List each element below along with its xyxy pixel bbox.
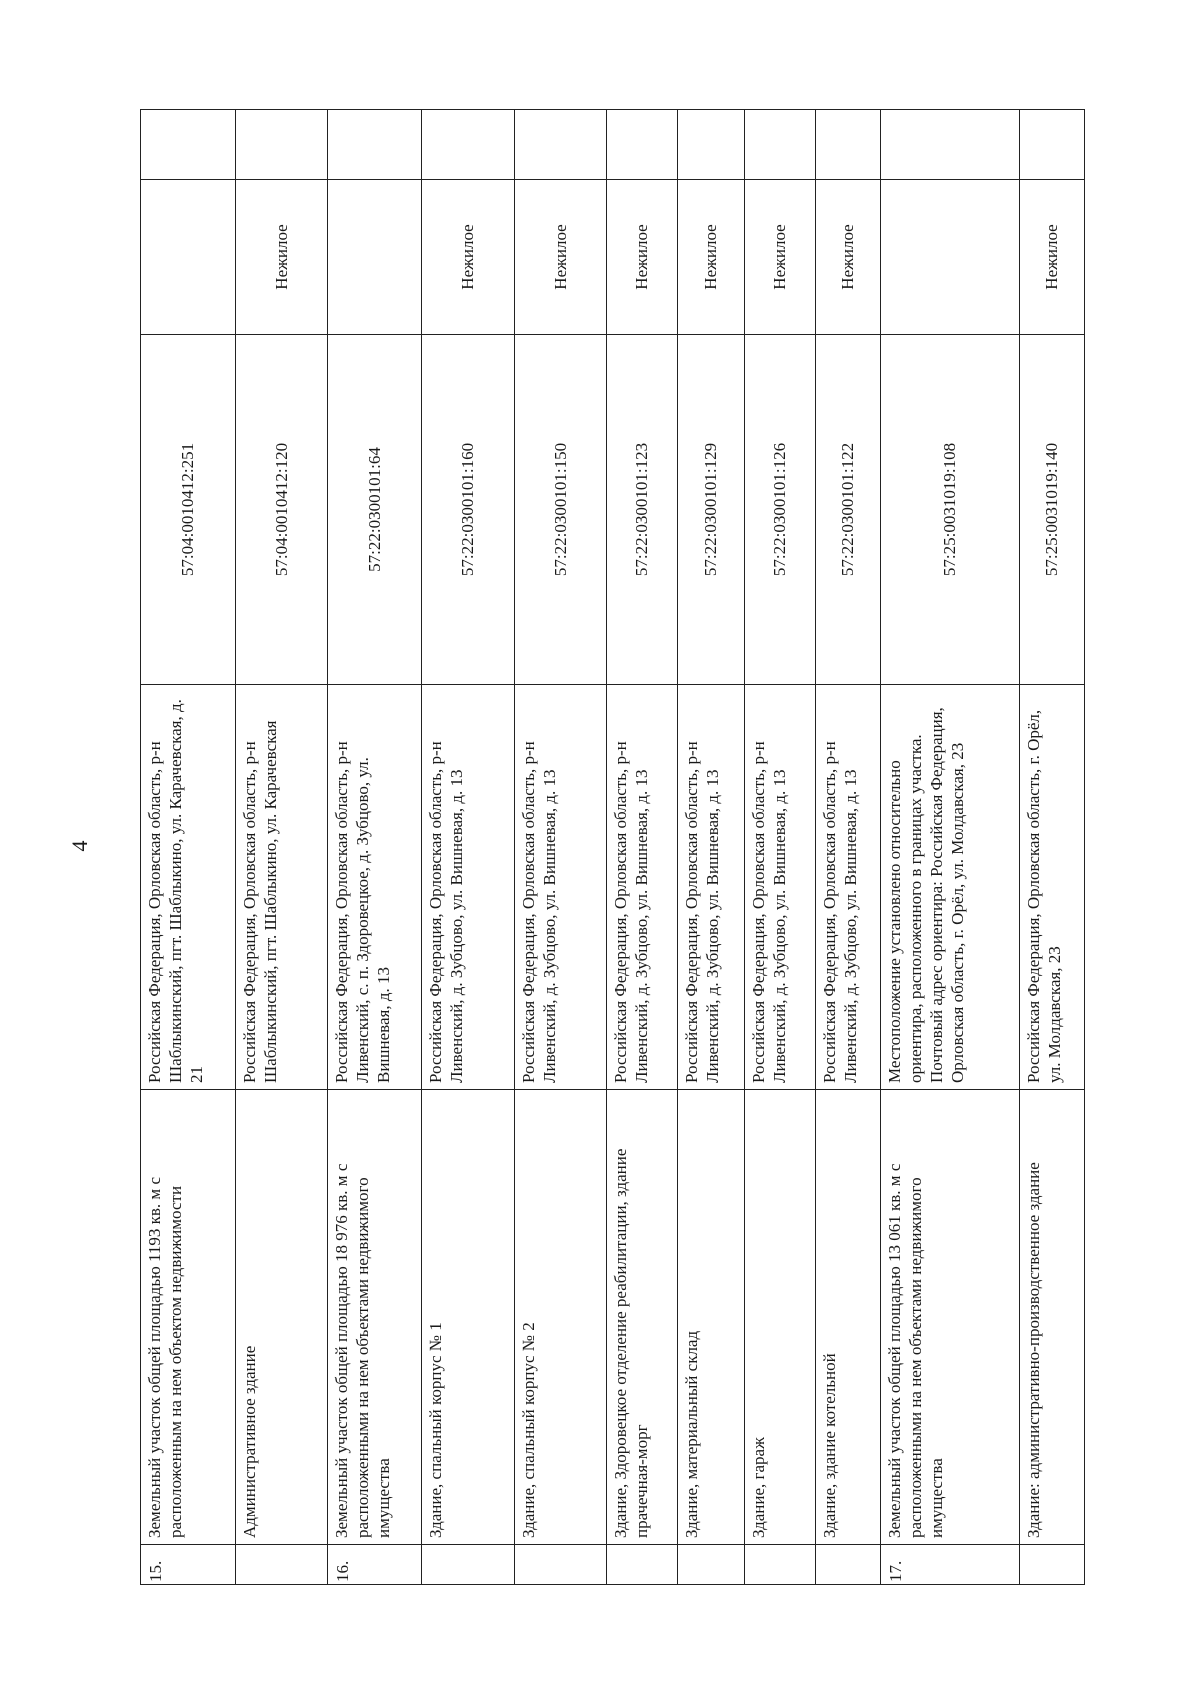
property-address: Российская Федерация, Орловская область, р-н Ливенский, д. Зубцово, ул. Вишневая, д. 13 <box>514 685 606 1090</box>
cadastral-number: 57:25:0031019:108 <box>880 335 1019 685</box>
property-name: Здание: административно-производственное здание <box>1019 1090 1084 1545</box>
empty-cell <box>141 110 236 180</box>
row-number <box>606 1545 677 1585</box>
row-number: 15. <box>141 1545 236 1585</box>
empty-cell <box>744 110 815 180</box>
empty-cell <box>235 110 327 180</box>
cadastral-number: 57:22:0300101:64 <box>327 335 422 685</box>
cadastral-number: 57:22:0300101:126 <box>744 335 815 685</box>
table-row <box>815 110 880 1585</box>
property-name: Здание, спальный корпус № 2 <box>514 1090 606 1545</box>
empty-cell <box>327 110 422 180</box>
property-address: Российская Федерация, Орловская область, р-н Ливенский, д. Зубцово, ул. Вишневая, д. 13 <box>606 685 677 1090</box>
empty-cell <box>880 110 1019 180</box>
property-name: Земельный участок общей площадью 13 061 кв. м с расположенными на нем объектами недвижимого имущества <box>880 1090 1019 1545</box>
row-number: 17. <box>880 1545 1019 1585</box>
property-name: Земельный участок общей площадью 18 976 кв. м с расположенными на нем объектами недвижимого имущества <box>327 1090 422 1545</box>
cadastral-number: 57:04:0010412:251 <box>141 335 236 685</box>
property-type: Нежилое <box>514 180 606 335</box>
property-type <box>880 180 1019 335</box>
cadastral-number: 57:22:0300101:129 <box>677 335 744 685</box>
empty-cell <box>815 110 880 180</box>
row-number <box>514 1545 606 1585</box>
table-row <box>514 110 606 1585</box>
property-name: Здание, материальный склад <box>677 1090 744 1545</box>
property-type <box>327 180 422 335</box>
property-table <box>140 110 1085 1585</box>
cadastral-number: 57:22:0300101:160 <box>422 335 514 685</box>
property-type: Нежилое <box>1019 180 1084 335</box>
property-name: Здание, гараж <box>744 1090 815 1545</box>
table-row <box>235 110 327 1585</box>
table-row <box>606 110 677 1585</box>
row-number <box>815 1545 880 1585</box>
empty-cell <box>677 110 744 180</box>
table-row <box>422 110 514 1585</box>
row-number <box>1019 1545 1084 1585</box>
cadastral-number: 57:25:0031019:140 <box>1019 335 1084 685</box>
property-type: Нежилое <box>815 180 880 335</box>
property-type: Нежилое <box>422 180 514 335</box>
row-number <box>744 1545 815 1585</box>
property-address: Российская Федерация, Орловская область, р-н Шаблыкинский, пгт. Шаблыкино, ул. Карачевская <box>235 685 327 1090</box>
property-address: Российская Федерация, Орловская область, г. Орёл, ул. Молдавская, 23 <box>1019 685 1084 1090</box>
property-name: Здание, здание котельной <box>815 1090 880 1545</box>
cadastral-number: 57:04:0010412:120 <box>235 335 327 685</box>
table-row <box>327 110 422 1585</box>
empty-cell <box>1019 110 1084 180</box>
table-row <box>1019 110 1084 1585</box>
page-number: 4 <box>67 840 92 852</box>
property-type <box>141 180 236 335</box>
property-type: Нежилое <box>744 180 815 335</box>
property-address: Российская Федерация, Орловская область, р-н Ливенский, д. Зубцово, ул. Вишневая, д. 13 <box>815 685 880 1090</box>
property-address: Российская Федерация, Орловская область, р-н Шаблыкинский, пгт. Шаблыкино, ул. Карачевская, д. 21 <box>141 685 236 1090</box>
empty-cell <box>422 110 514 180</box>
table-row <box>677 110 744 1585</box>
cadastral-number: 57:22:0300101:122 <box>815 335 880 685</box>
property-address: Российская Федерация, Орловская область, р-н Ливенский, д. Зубцово, ул. Вишневая, д. 13 <box>677 685 744 1090</box>
empty-cell <box>606 110 677 180</box>
table-row <box>141 110 236 1585</box>
property-type: Нежилое <box>677 180 744 335</box>
property-address: Российская Федерация, Орловская область, р-н Ливенский, д. Зубцово, ул. Вишневая, д. 13 <box>422 685 514 1090</box>
property-address: Местоположение установлено относительно ориентира, расположенного в границах участка. Почтовый адрес ориентира: Российская Федерация, Орловская область, г. Орёл, ул. Молдавская, 23 <box>880 685 1019 1090</box>
property-type: Нежилое <box>235 180 327 335</box>
property-address: Российская Федерация, Орловская область, р-н Ливенский, д. Зубцово, ул. Вишневая, д. 13 <box>744 685 815 1090</box>
property-name: Здание, спальный корпус № 1 <box>422 1090 514 1545</box>
property-type: Нежилое <box>606 180 677 335</box>
row-number <box>235 1545 327 1585</box>
row-number <box>422 1545 514 1585</box>
row-number <box>677 1545 744 1585</box>
table-row <box>744 110 815 1585</box>
cadastral-number: 57:22:0300101:150 <box>514 335 606 685</box>
row-number: 16. <box>327 1545 422 1585</box>
table-row <box>880 110 1019 1585</box>
property-name: Земельный участок общей площадью 1193 кв. м с расположенным на нем объектом недвижимости <box>141 1090 236 1545</box>
property-address: Российская Федерация, Орловская область, р-н Ливенский, с. п. Здоровецкое, д. Зубцово, ул. Вишневая, д. 13 <box>327 685 422 1090</box>
cadastral-number: 57:22:0300101:123 <box>606 335 677 685</box>
property-name: Административное здание <box>235 1090 327 1545</box>
empty-cell <box>514 110 606 180</box>
property-name: Здание, Здоровецкое отделение реабилитации, здание прачечная-морг <box>606 1090 677 1545</box>
